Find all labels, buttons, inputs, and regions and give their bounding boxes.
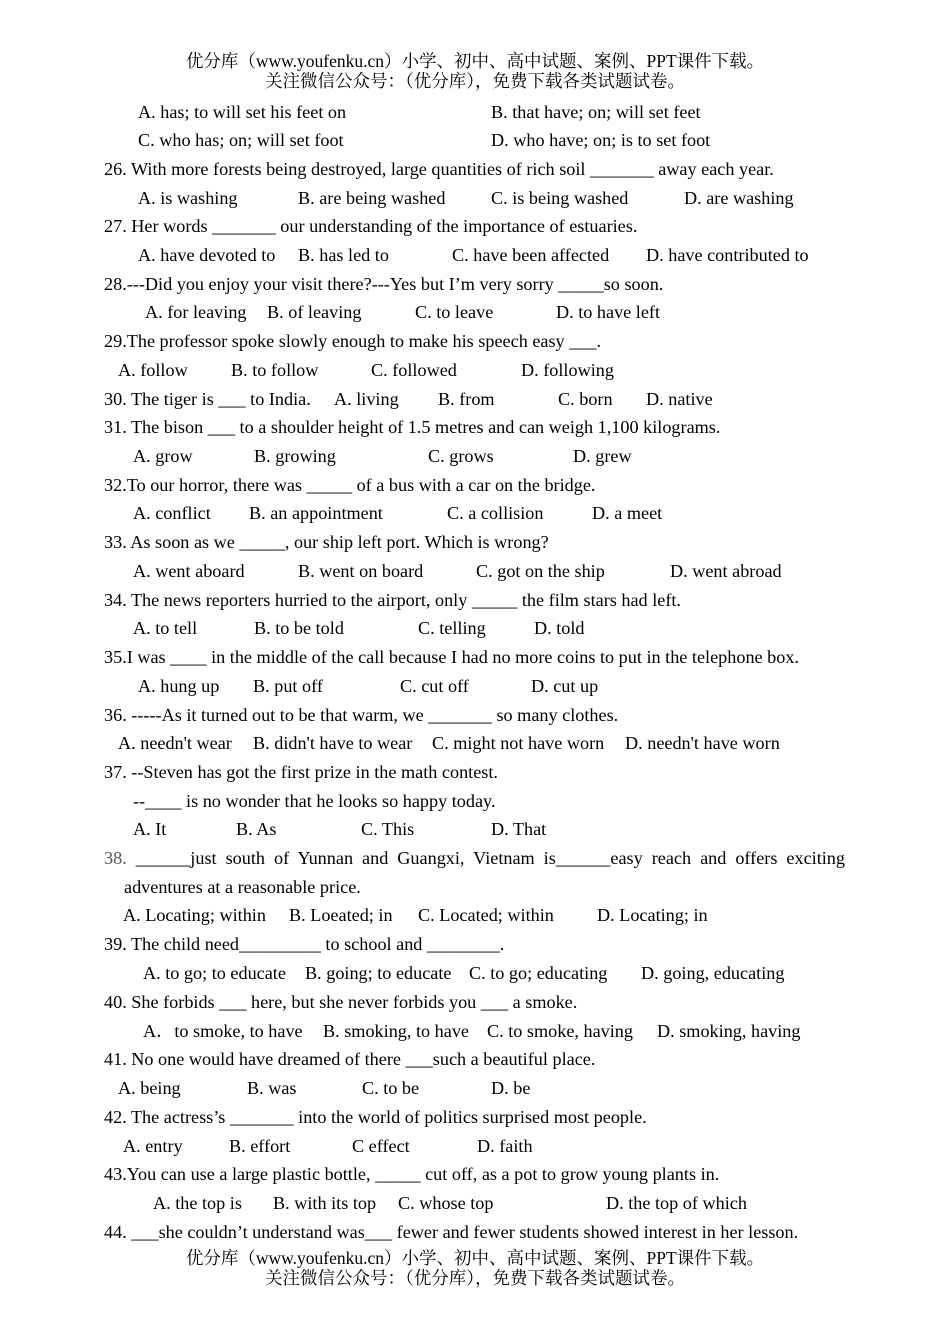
q31-option-d: D. grew	[573, 446, 632, 466]
q32-option-c: C. a collision	[447, 503, 544, 523]
q34-option-d: D. told	[534, 618, 585, 638]
q41-option-b: B. was	[247, 1078, 297, 1098]
footer-line-2: 关注微信公众号：（优分库），免费下载各类试题试卷。	[265, 1268, 685, 1288]
q26-option-b: B. are being washed	[298, 188, 446, 208]
q41-stem: 41. No one would have dreamed of there ___such a beautiful place.	[104, 1049, 596, 1069]
q38-option-b: B. Loeated; in	[289, 905, 393, 925]
q38-option-c: C. Located; within	[418, 905, 554, 925]
q38-stem-continued: adventures at a reasonable price.	[124, 877, 361, 897]
q36-option-c: C. might not have worn	[432, 733, 605, 753]
q28-option-c: C. to leave	[415, 302, 494, 322]
q42-option-b: B. effort	[229, 1136, 291, 1156]
q34-option-c: C. telling	[418, 618, 486, 638]
q30-option-c: C. born	[558, 389, 613, 409]
q28-stem: 28.---Did you enjoy your visit there?---Yes but I’m very sorry _____so soon.	[104, 274, 664, 294]
q40-option-b: B. smoking, to have	[323, 1021, 469, 1041]
q38-stem	[104, 846, 845, 870]
q26-option-c: C. is being washed	[491, 188, 629, 208]
q35-option-d: D. cut up	[531, 676, 599, 696]
q40-stem: 40. She forbids ___ here, but she never forbids you ___ a smoke.	[104, 992, 578, 1012]
q34-option-a: A. to tell	[133, 618, 198, 638]
q33-option-a: A. went aboard	[133, 561, 245, 581]
q31-stem: 31. The bison ___ to a shoulder height of 1.5 metres and can weigh 1,100 kilograms.	[104, 417, 721, 437]
q31-option-c: C. grows	[428, 446, 494, 466]
q29-option-a: A. follow	[118, 360, 188, 380]
q29-option-d: D. following	[521, 360, 614, 380]
q30-option-a: A. living	[334, 389, 399, 409]
q38-number: 38.	[104, 848, 127, 868]
q27-option-d: D. have contributed to	[646, 245, 809, 265]
q25-option-c: C. who has; on; will set foot	[138, 130, 344, 150]
q42-option-d: D. faith	[477, 1136, 533, 1156]
q43-option-c: C. whose top	[398, 1193, 494, 1213]
q33-option-b: B. went on board	[298, 561, 424, 581]
q43-stem: 43.You can use a large plastic bottle, _____ cut off, as a pot to grow young plants in.	[104, 1164, 720, 1184]
q44-stem: 44. ___she couldn’t understand was___ fewer and fewer students showed interest in her lesson.	[104, 1222, 799, 1242]
q37-option-c: C. This	[361, 819, 415, 839]
page-footer	[0, 1248, 950, 1288]
q38-stem-text: ______just south of Yunnan and Guangxi, Vietnam is______easy reach and offers exciting	[126, 848, 845, 868]
q27-stem: 27. Her words _______ our understanding of the importance of estuaries.	[104, 216, 638, 236]
q38-option-d: D. Locating; in	[597, 905, 708, 925]
q39-stem: 39. The child need_________ to school and ________.	[104, 934, 505, 954]
q31-option-a: A. grow	[133, 446, 193, 466]
q42-option-a: A. entry	[123, 1136, 183, 1156]
q33-option-d: D. went abroad	[670, 561, 782, 581]
q40-option-d: D. smoking, having	[657, 1021, 801, 1041]
q37-stem: 37. --Steven has got the first prize in the math contest.	[104, 762, 498, 782]
q40-option-c: C. to smoke, having	[487, 1021, 633, 1041]
q25-option-d: D. who have; on; is to set foot	[491, 130, 711, 150]
q33-option-c: C. got on the ship	[476, 561, 605, 581]
q36-option-d: D. needn't have worn	[625, 733, 780, 753]
footer-line-1: 优分库（www.youfenku.cn）小学、初中、高中试题、案例、PPT课件下载。	[185, 1248, 765, 1268]
q28-option-d: D. to have left	[556, 302, 661, 322]
q39-option-c: C. to go; educating	[469, 963, 608, 983]
q27-option-a: A. have devoted to	[138, 245, 276, 265]
q28-option-b: B. of leaving	[267, 302, 362, 322]
q27-option-b: B. has led to	[298, 245, 389, 265]
q36-option-b: B. didn't have to wear	[253, 733, 413, 753]
q26-option-d: D. are washing	[684, 188, 794, 208]
q25-option-a: A. has; to will set his feet on	[138, 102, 347, 122]
q36-option-a: A. needn't wear	[118, 733, 232, 753]
header-line-2: 关注微信公众号：（优分库），免费下载各类试题试卷。	[265, 71, 685, 91]
q32-option-d: D. a meet	[592, 503, 663, 523]
q29-stem: 29.The professor spoke slowly enough to make his speech easy ___.	[104, 331, 602, 351]
q43-option-a: A. the top is	[153, 1193, 242, 1213]
q39-option-a: A. to go; to educate	[143, 963, 286, 983]
q43-option-d: D. the top of which	[606, 1193, 747, 1213]
q37-stem-reply: --____ is no wonder that he looks so happy today.	[133, 791, 496, 811]
q38-option-a: A. Locating; within	[123, 905, 266, 925]
header-line-1: 优分库（www.youfenku.cn）小学、初中、高中试题、案例、PPT课件下载。	[185, 51, 765, 71]
q39-option-d: D. going, educating	[641, 963, 785, 983]
q35-option-c: C. cut off	[400, 676, 469, 696]
q34-stem: 34. The news reporters hurried to the airport, only _____ the film stars had left.	[104, 590, 681, 610]
q29-option-b: B. to follow	[231, 360, 319, 380]
q30-stem: 30. The tiger is ___ to India.	[104, 389, 311, 409]
q39-option-b: B. going; to educate	[305, 963, 452, 983]
q42-stem: 42. The actress’s _______ into the world of politics surprised most people.	[104, 1107, 647, 1127]
q25-option-b: B. that have; on; will set feet	[491, 102, 701, 122]
q29-option-c: C. followed	[371, 360, 457, 380]
q41-option-a: A. being	[118, 1078, 181, 1098]
page-header	[0, 51, 950, 91]
q37-option-d: D. That	[491, 819, 547, 839]
q41-option-d: D. be	[491, 1078, 531, 1098]
q36-stem: 36. -----As it turned out to be that warm, we _______ so many clothes.	[104, 705, 619, 725]
q34-option-b: B. to be told	[254, 618, 344, 638]
q35-option-b: B. put off	[253, 676, 323, 696]
q41-option-c: C. to be	[362, 1078, 420, 1098]
q26-stem: 26. With more forests being destroyed, large quantities of rich soil _______ away each year.	[104, 159, 774, 179]
q31-option-b: B. growing	[254, 446, 336, 466]
q32-option-b: B. an appointment	[249, 503, 383, 523]
q37-option-b: B. As	[236, 819, 277, 839]
q26-option-a: A. is washing	[138, 188, 238, 208]
q32-option-a: A. conflict	[133, 503, 211, 523]
q40-option-a: A．to smoke, to have	[143, 1021, 303, 1041]
q37-option-a: A. It	[133, 819, 167, 839]
q43-option-b: B. with its top	[273, 1193, 377, 1213]
q42-option-c: C effect	[352, 1136, 410, 1156]
q35-stem: 35.I was ____ in the middle of the call because I had no more coins to put in the telephone box.	[104, 647, 799, 667]
q27-option-c: C. have been affected	[452, 245, 610, 265]
q30-option-b: B. from	[438, 389, 495, 409]
q33-stem: 33. As soon as we _____, our ship left port. Which is wrong?	[104, 532, 549, 552]
q30-option-d: D. native	[646, 389, 713, 409]
q28-option-a: A. for leaving	[145, 302, 247, 322]
q32-stem: 32.To our horror, there was _____ of a bus with a car on the bridge.	[104, 475, 596, 495]
q35-option-a: A. hung up	[138, 676, 220, 696]
